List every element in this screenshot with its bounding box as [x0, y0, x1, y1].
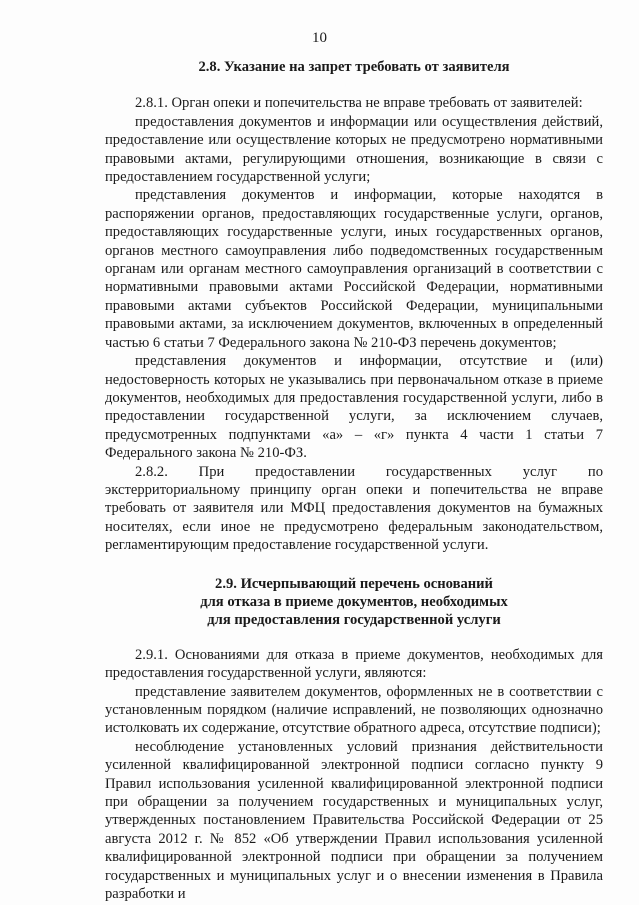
- paragraph-2-9-1-item-2: несоблюдение установленных условий признания действительности усиленной квалифицированной электронной подписи согласно пункту 9 Правил использования усиленной квалифицированной электронной подписи при обращении за получением государственных и муниципальных услуг, утвержденных постановлением Правительства Российской Федерации от 25 августа 2012 г. № 852 «Об утверждении Правил использования усиленной квалифицированной электронной подписи при обращении за получением государственных и муниципальных услуг и о внесении изменения в Правила разработки и: [105, 738, 603, 903]
- section-2-9-heading-line-2: для отказа в приеме документов, необходимых: [200, 593, 508, 610]
- section-2-8-heading: 2.8. Указание на запрет требовать от заявителя: [198, 59, 510, 75]
- section-2-9-heading-line-1: 2.9. Исчерпывающий перечень оснований: [215, 575, 493, 592]
- section-2-9-heading-line-3: для предоставления государственной услуги: [207, 612, 501, 629]
- paragraph-2-8-1-item-2: представления документов и информации, которые находятся в распоряжении органов, предоставляющих государственные услуги, органов, предоставляющих государственные услуги, иных государственных органов, органов местного самоуправления либо подведомственных государственным органам или органам местного самоуправления организаций в соответствии с нормативными правовыми актами Российской Федерации, нормативными правовыми актами субъектов Российской Федерации, муниципальными правовыми актами, за исключением документов, включенных в определенный частью 6 статьи 7 Федерального закона № 210-ФЗ перечень документов;: [105, 187, 603, 351]
- page-number: 10: [312, 30, 327, 46]
- section-2-9-heading: [105, 575, 603, 630]
- paragraph-2-8-1: 2.8.1. Орган опеки и попечительства не вправе требовать от заявителей:: [135, 95, 583, 112]
- paragraph-2-9-1: 2.9.1. Основаниями для отказа в приеме документов, необходимых для предоставления государственной услуги, являются:: [105, 646, 603, 682]
- paragraph-2-8-1-item-1: предоставления документов и информации или осуществления действий, предоставление или осуществление которых не предусмотрено нормативными правовыми актами, регулирующими отношения, возникающие в связи с предоставлением государственной услуги;: [105, 113, 603, 186]
- paragraph-2-9-1-item-1: представление заявителем документов, оформленных не в соответствии с установленным порядком (наличие исправлений, не позволяющих однозначно истолковать их содержание, отсутствие обратного адреса, отсутствие подписи);: [105, 683, 603, 737]
- document-body: [105, 58, 603, 903]
- paragraph-2-8-1-item-3: представления документов и информации, отсутствие и (или) недостоверность которых не указывались при первоначальном отказе в приеме документов, необходимых для предоставления государственной услуги, либо в предоставлении государственной услуги, за исключением случаев, предусмотренных подпунктами «а» – «г» пункта 4 части 1 статьи 7 Федерального закона № 210-ФЗ.: [105, 353, 603, 462]
- paragraph-2-8-2: 2.8.2. При предоставлении государственных услуг по экстерриториальному принципу орган опеки и попечительства не вправе требовать от заявителя или МФЦ предоставления документов на бумажных носителях, если иное не предусмотрено федеральным законодательством, регламентирующим предоставление государственной услуги.: [105, 463, 603, 554]
